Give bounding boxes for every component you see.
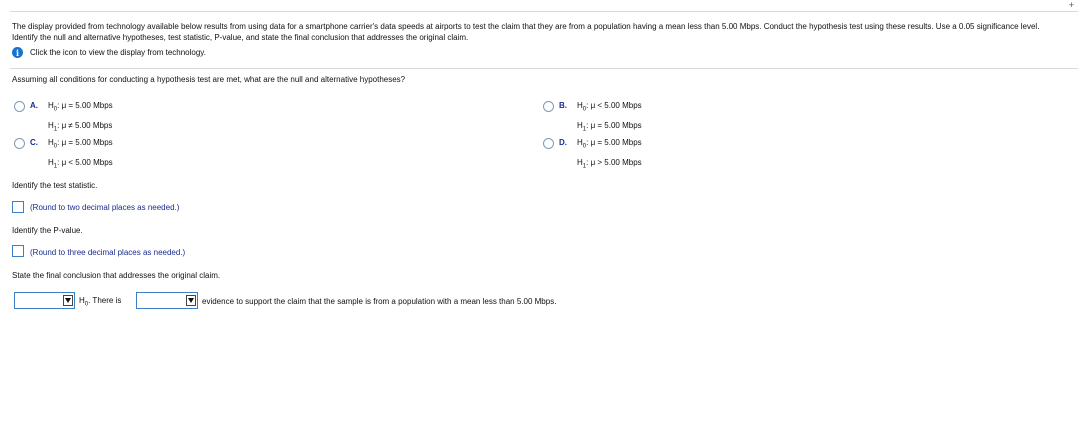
option-c[interactable] [14, 138, 113, 174]
option-c-hypotheses: $H_0$: μ = 5.00 Mbps $H_1$: μ < 5.00 Mbps [48, 138, 113, 170]
option-c-h0: μ = 5.00 Mbps [61, 138, 113, 147]
conclusion-h0-label: $H_0$. There is [79, 296, 122, 308]
option-a-h0: μ = 5.00 Mbps [61, 101, 113, 110]
question-test-statistic: Identify the test statistic. [12, 181, 98, 190]
reject-decision-select[interactable] [14, 292, 75, 309]
option-b-letter: B. [559, 101, 567, 110]
conclusion-h0-text: . There is [88, 296, 122, 305]
option-a-h1: μ ≠ 5.00 Mbps [61, 120, 113, 130]
corner-plus-icon[interactable]: + [1068, 0, 1074, 10]
option-b-h0: μ < 5.00 Mbps [590, 101, 642, 110]
question-hypotheses: Assuming all conditions for conducting a hypothesis test are met, what are the null and alternative hypotheses? [12, 75, 406, 84]
radio-c[interactable] [14, 138, 25, 149]
info-icon[interactable]: i [12, 47, 23, 58]
question-conclusion: State the final conclusion that addresses the original claim. [12, 271, 221, 280]
conclusion-tail-text: evidence to support the claim that the sample is from a population with a mean less than 5.00 Mbps. [202, 297, 557, 306]
dropdown-arrow-icon [63, 295, 73, 306]
question-p-value: Identify the P-value. [12, 226, 83, 235]
option-a-hypotheses: $H_0$: μ = 5.00 Mbps $H_1$: μ ≠ 5.00 Mbps [48, 101, 113, 133]
dropdown-arrow-icon [186, 295, 196, 306]
p-value-input[interactable] [12, 245, 24, 257]
radio-d[interactable] [543, 138, 554, 149]
info-row [12, 47, 206, 58]
evidence-select[interactable] [136, 292, 198, 309]
option-d-h1: μ > 5.00 Mbps [590, 157, 642, 167]
round-note-three: (Round to three decimal places as needed.) [30, 248, 186, 257]
option-d-hypotheses: $H_0$: μ = 5.00 Mbps $H_1$: μ > 5.00 Mbps [577, 138, 642, 170]
radio-b[interactable] [543, 101, 554, 112]
option-c-letter: C. [30, 138, 38, 147]
info-link-text: Click the icon to view the display from technology. [30, 48, 206, 57]
option-a-letter: A. [30, 101, 38, 110]
radio-a[interactable] [14, 101, 25, 112]
test-statistic-input[interactable] [12, 201, 24, 213]
option-b[interactable] [543, 101, 642, 137]
option-a[interactable] [14, 101, 113, 137]
round-note-two: (Round to two decimal places as needed.) [30, 203, 180, 212]
section-divider [10, 68, 1078, 69]
problem-text: The display provided from technology available below results from using data for a smartphone carrier's data speeds at airports to test the claim that they are from a population having a mean less than 5.00 Mbps. Conduct the hypothesis test using these results. Use a 0.05 significance level. Identify the null and alternative hypotheses, test statistic, P-value, and state the final conclusion that addresses the original claim. [12, 22, 1040, 42]
option-d-letter: D. [559, 138, 567, 147]
option-d-h0: μ = 5.00 Mbps [590, 138, 642, 147]
option-b-hypotheses: $H_0$: μ < 5.00 Mbps $H_1$: μ = 5.00 Mbps [577, 101, 642, 133]
option-b-h1: μ = 5.00 Mbps [590, 120, 642, 130]
top-divider [10, 11, 1078, 12]
option-d[interactable] [543, 138, 642, 174]
option-c-h1: μ < 5.00 Mbps [61, 157, 113, 167]
